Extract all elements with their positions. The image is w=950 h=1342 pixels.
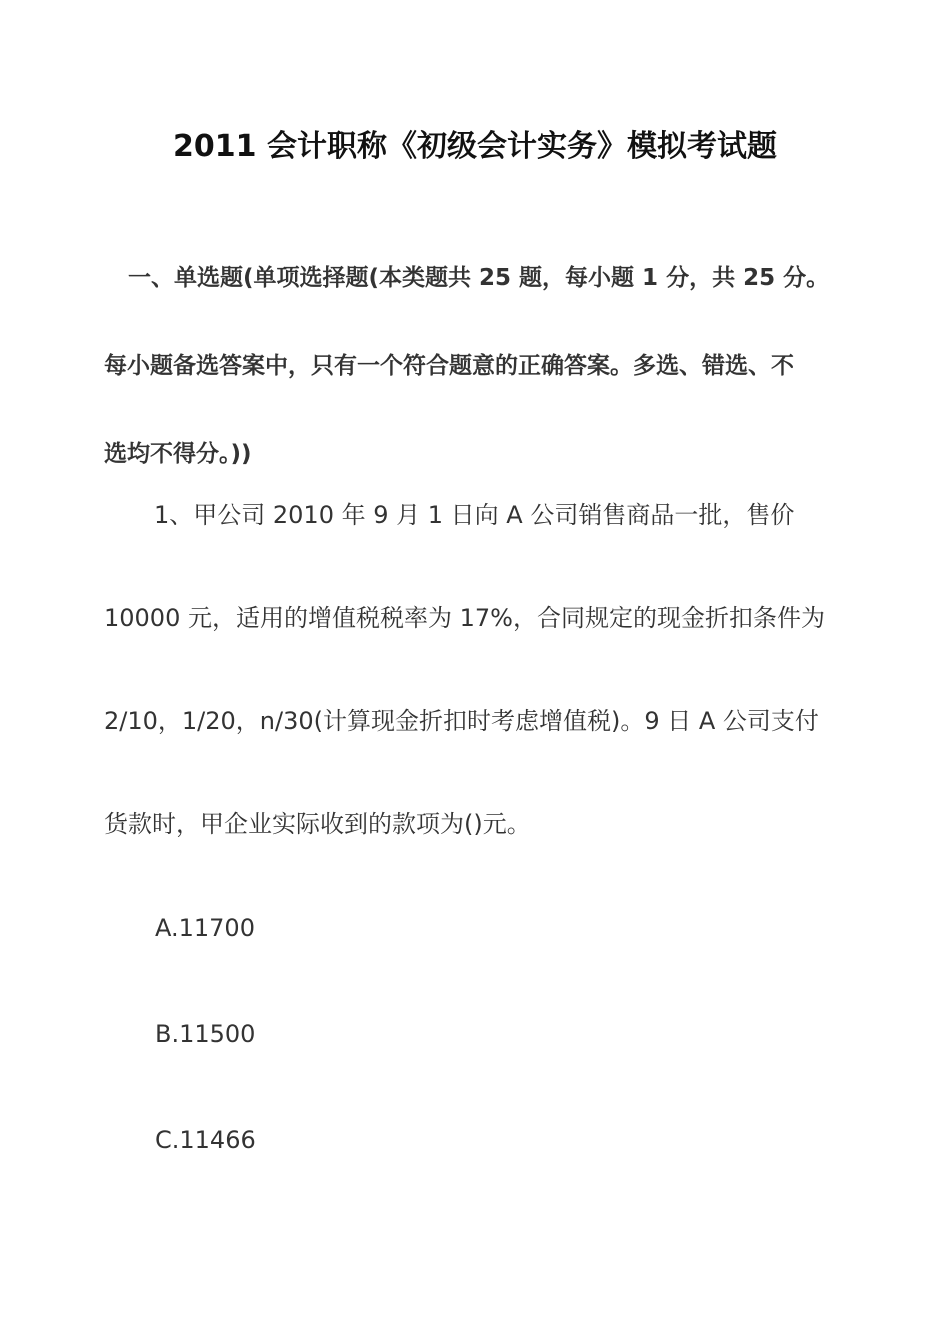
page-title: 2011 会计职称《初级会计实务》模拟考试题 [173, 129, 777, 164]
section-heading-line-3: 选均不得分。)) [104, 441, 252, 467]
section-heading-line-1: 一、单选题(单项选择题(本类题共 25 题，每小题 1 分，共 25 分。 [128, 265, 830, 291]
question-line-3: 2/10，1/20，n/30(计算现金折扣时考虑增值税)。9 日 A 公司支付 [104, 707, 819, 735]
question-1-text [104, 464, 850, 876]
question-line-4: 货款时，甲企业实际收到的款项为()元。 [104, 810, 531, 838]
section-heading [104, 234, 850, 498]
section-heading-line-2: 每小题备选答案中，只有一个符合题意的正确答案。多选、错选、不 [104, 353, 794, 379]
option-c: C.11466 [155, 1126, 256, 1154]
question-line-1: 1、甲公司 2010 年 9 月 1 日向 A 公司销售商品一批，售价 [154, 501, 795, 529]
option-a: A.11700 [155, 914, 255, 942]
option-b: B.11500 [155, 1020, 256, 1048]
question-line-2: 10000 元，适用的增值税税率为 17%，合同规定的现金折扣条件为 [104, 604, 825, 632]
